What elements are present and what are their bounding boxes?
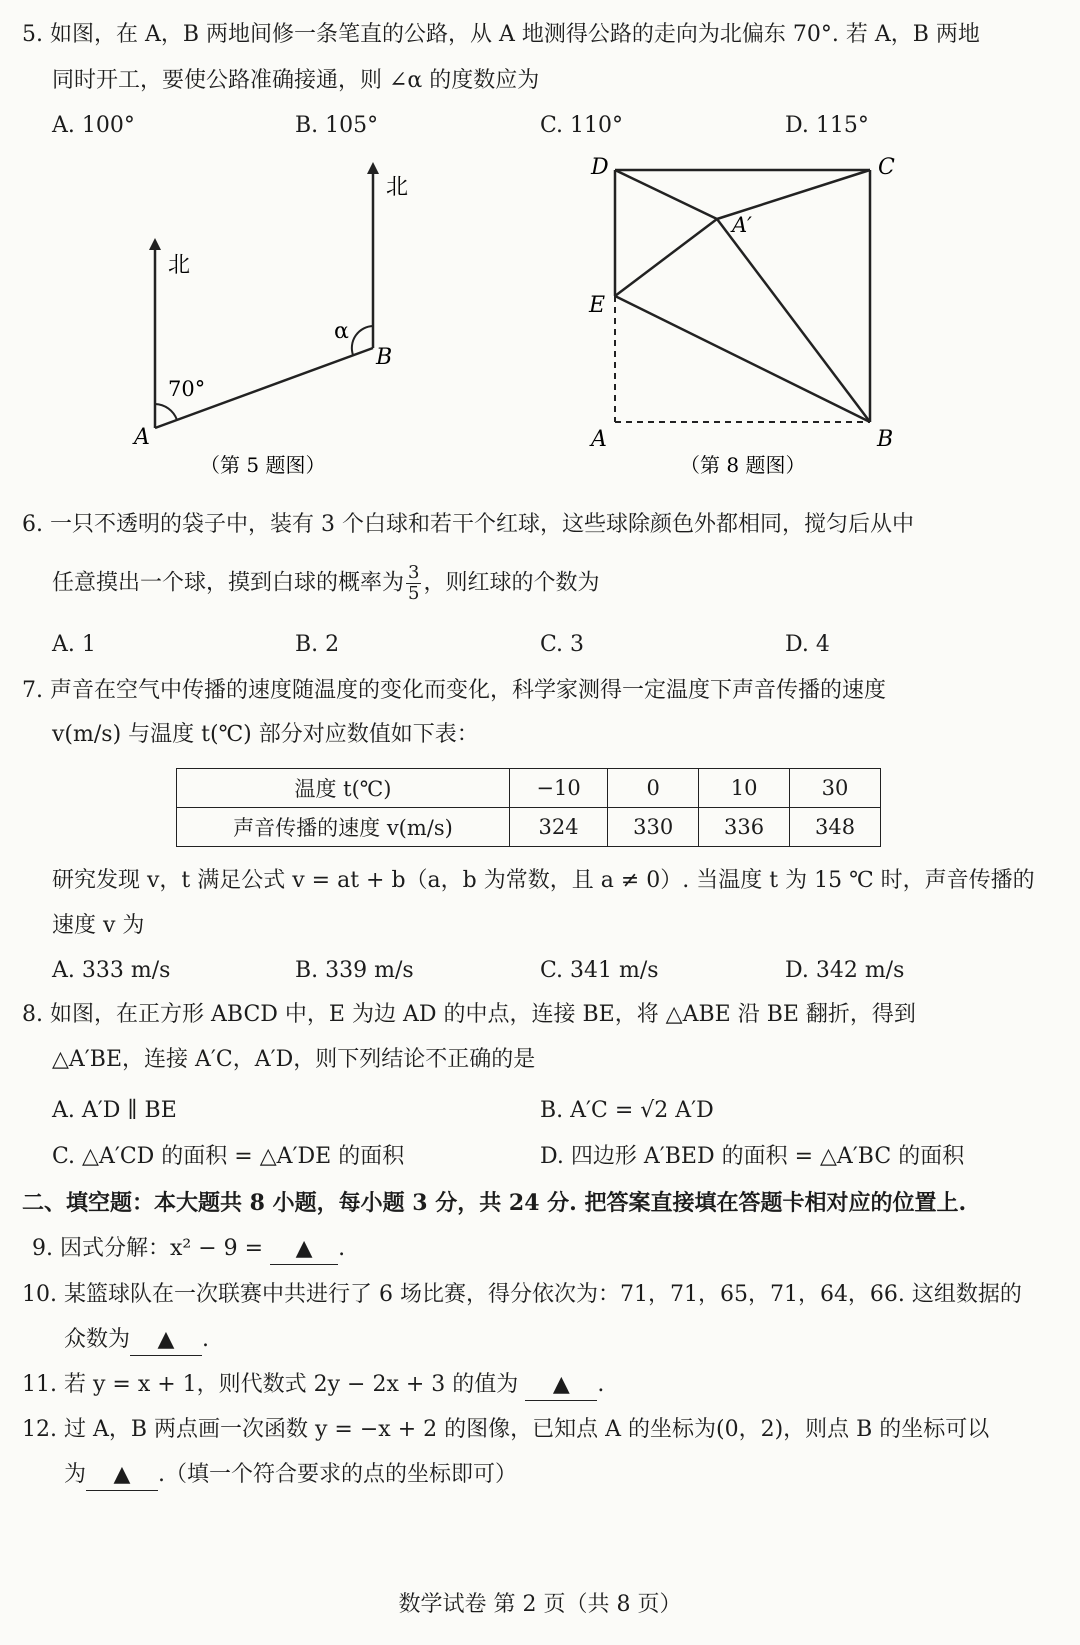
table-cell: 330 [608,808,699,847]
q5-line1: 5. 如图，在 A，B 两地间修一条笔直的公路，从 A 地测得公路的走向为北偏东 70°. 若 A，B 两地 [22,22,980,47]
q7-line2: v(m/s) 与温度 t(℃) 部分对应数值如下表： [52,722,479,747]
point-b-label: B [376,345,393,370]
table-cell: 336 [699,808,790,847]
q10-answer-blank: ▲ [130,1325,202,1356]
q5-option-c: C. 110° [540,113,624,138]
point-a-label: A [134,425,150,450]
segment-a-prime-b [717,219,870,422]
q5-option-d: D. 115° [785,113,869,138]
q6-option-d: D. 4 [785,632,830,657]
point-b-label: B [877,427,894,452]
figure-5 [120,150,440,490]
figure-8 [580,150,920,490]
q12-line2 [64,1460,517,1491]
speed-temperature-table [176,768,881,847]
q7-line1: 7. 声音在空气中传播的速度随温度的变化而变化，科学家测得一定温度下声音传播的速度 [22,678,886,703]
q10-line2 [64,1325,209,1356]
table-cell: 10 [699,769,790,808]
q8-option-c: C. △A′CD 的面积 = △A′DE 的面积 [52,1144,405,1169]
angle-alpha-label: α [334,319,349,344]
q8-line2: △A′BE，连接 A′C，A′D，则下列结论不正确的是 [52,1047,536,1072]
table-cell: 声音传播的速度 v(m/s) [177,808,510,847]
q7-option-d: D. 342 m/s [785,958,905,983]
table-cell: 0 [608,769,699,808]
q12-line1: 12. 过 A，B 两点画一次函数 y = −x + 2 的图像，已知点 A 的坐标为(0，2)，则点 B 的坐标可以 [22,1417,990,1442]
q6-option-a: A. 1 [52,632,96,657]
angle-70-label: 70° [168,377,206,401]
q6-option-c: C. 3 [540,632,585,657]
q6-line2 [52,563,599,604]
q11-end: . [597,1372,605,1397]
table-cell: 324 [510,808,608,847]
table-cell: 30 [790,769,881,808]
q8-option-a: A. A′D ∥ BE [52,1098,177,1123]
q10-end: . [202,1327,210,1352]
q6-line1: 6. 一只不透明的袋子中，装有 3 个白球和若干个红球，这些球除颜色外都相同，搅匀后从中 [22,512,914,537]
north-label-a: 北 [168,253,191,278]
north-label-b: 北 [386,175,409,200]
q5-line2: 同时开工，要使公路准确接通，则 ∠α 的度数应为 [52,68,540,93]
q9-line [32,1234,345,1265]
q5-option-b: B. 105° [295,113,379,138]
q7-line3: 研究发现 v，t 满足公式 v = at + b（a，b 为常数，且 a ≠ 0）. 当温度 t 为 15 ℃ 时，声音传播的 [52,868,1035,893]
q11-answer-blank: ▲ [525,1370,597,1401]
q9-end: . [338,1236,346,1261]
q8-option-d: D. 四边形 A′BED 的面积 = △A′BC 的面积 [540,1144,965,1169]
q11-text: 11. 若 y = x + 1，则代数式 2y − 2x + 3 的值为 [22,1372,519,1397]
fraction-numerator: 3 [408,562,420,583]
q11-line [22,1370,604,1401]
q12-answer-blank: ▲ [86,1460,158,1491]
q12-post: .（填一个符合要求的点的坐标即可） [158,1462,518,1487]
q7-option-b: B. 339 m/s [295,958,414,983]
q9-text: 9. 因式分解：x² − 9 = [32,1236,264,1261]
page-footer: 数学试卷 第 2 页（共 8 页） [398,1592,682,1617]
q12-pre: 为 [64,1462,87,1487]
point-e-label: E [589,293,606,318]
q6-line2-post: ，则红球的个数为 [423,570,600,596]
point-a-prime-label: A′ [732,213,752,237]
probability-fraction [406,563,421,604]
q8-line1: 8. 如图，在正方形 ABCD 中，E 为边 AD 的中点，连接 BE，将 △ABE 沿 BE 翻折，得到 [22,1002,916,1027]
q7-option-a: A. 333 m/s [52,958,171,983]
q6-line2-pre: 任意摸出一个球，摸到白球的概率为 [52,570,405,596]
segment-a-prime-c [717,170,870,219]
section-2-heading: 二、填空题：本大题共 8 小题，每小题 3 分，共 24 分. 把答案直接填在答题卡相对应的位置上. [22,1190,967,1216]
segment-a-prime-d [615,170,717,219]
point-c-label: C [878,155,895,180]
table-cell: 348 [790,808,881,847]
point-d-label: D [591,155,609,180]
q9-answer-blank: ▲ [270,1234,338,1265]
q10-line1: 10. 某篮球队在一次联赛中共进行了 6 场比赛，得分依次为：71，71，65，71，64，66. 这组数据的 [22,1282,1022,1307]
q6-option-b: B. 2 [295,632,340,657]
point-a-label: A [591,427,607,452]
segment-ea-prime [615,219,717,296]
segment-be [615,296,870,422]
q10-text: 众数为 [64,1327,131,1352]
figure-5-caption: （第 5 题图） [200,453,326,477]
table-cell: −10 [510,769,608,808]
figure-8-caption: （第 8 题图） [680,453,806,477]
q5-option-a: A. 100° [52,113,135,138]
q8-option-b: B. A′C = √2 A′D [540,1098,714,1123]
fraction-denominator: 5 [408,583,420,604]
table-row-speed [177,808,881,847]
table-cell: 温度 t(℃) [177,769,510,808]
table-row-temperature [177,769,881,808]
angle-70-arc [155,404,177,420]
q7-line4: 速度 v 为 [52,913,145,938]
q7-option-c: C. 341 m/s [540,958,659,983]
